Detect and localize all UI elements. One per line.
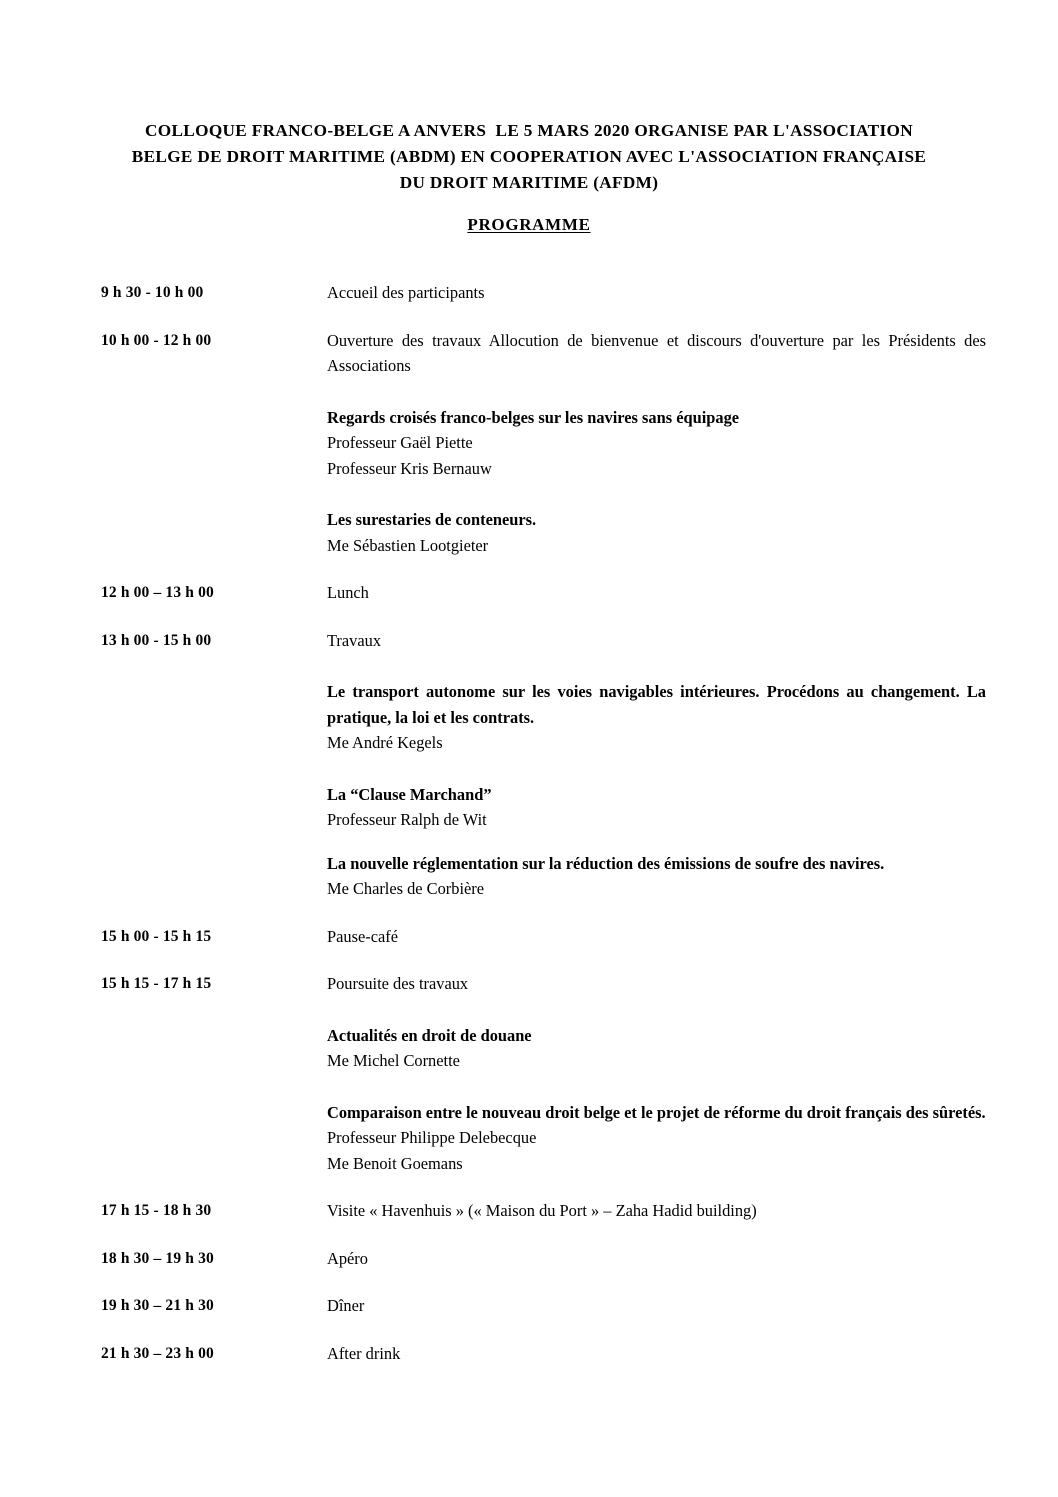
talk-title: Les surestaries de conteneurs. (327, 510, 537, 529)
schedule-description: After drink (327, 1343, 401, 1363)
row-spacer (101, 902, 986, 924)
programme-schedule (101, 280, 986, 1366)
schedule-row (101, 280, 986, 306)
schedule-content (327, 628, 986, 902)
schedule-time: 9 h 30 - 10 h 00 (101, 284, 204, 301)
block-spacer (327, 379, 986, 405)
row-spacer (101, 949, 986, 971)
schedule-time: 17 h 15 - 18 h 30 (101, 1202, 212, 1219)
talk-speaker: Me André Kegels (327, 733, 443, 752)
programme-heading: PROGRAMME (467, 215, 591, 234)
talk-speaker: Professeur Kris Bernauw (327, 458, 492, 478)
talk-item (327, 507, 986, 558)
row-spacer (101, 558, 986, 580)
schedule-description: Travaux (327, 630, 382, 650)
block-spacer (327, 481, 986, 507)
schedule-content (327, 580, 986, 606)
schedule-time: 10 h 00 - 12 h 00 (101, 331, 212, 349)
schedule-time: 12 h 00 – 13 h 00 (101, 584, 214, 601)
schedule-description: Pause-café (327, 926, 398, 946)
row-spacer (101, 1319, 986, 1341)
row-spacer (101, 1224, 986, 1246)
schedule-row (101, 1341, 986, 1367)
schedule-row (101, 971, 986, 1176)
schedule-description: Apéro (327, 1248, 368, 1268)
schedule-time: 15 h 15 - 17 h 15 (101, 975, 212, 992)
talk-title: Le transport autonome sur les voies navigables intérieures. Procédons au changement. La pratique, la loi et les contrats. (327, 682, 986, 727)
schedule-row (101, 580, 986, 606)
talk-speaker: Me Benoit Goemans (327, 1153, 463, 1173)
schedule-content (327, 1341, 986, 1367)
talk-item (327, 1023, 986, 1074)
talk-item (327, 405, 986, 482)
talk-item (327, 851, 986, 902)
schedule-time: 15 h 00 - 15 h 15 (101, 927, 212, 945)
schedule-time: 13 h 00 - 15 h 00 (101, 631, 212, 649)
schedule-description: Ouverture des travaux Allocution de bienvenue et discours d'ouverture par les Présidents des Associations (327, 330, 986, 375)
schedule-description: Visite « Havenhuis » (« Maison du Port » – Zaha Hadid building) (327, 1201, 757, 1220)
talk-item (327, 1100, 986, 1177)
talk-item (327, 782, 986, 833)
block-spacer (327, 1074, 986, 1100)
document-title (72, 118, 986, 196)
schedule-row (101, 1246, 986, 1272)
talk-title: La nouvelle réglementation sur la réduction des émissions de soufre des navires. (327, 853, 885, 873)
block-spacer (327, 997, 986, 1023)
schedule-description: Poursuite des travaux (327, 974, 469, 993)
title-line-1: COLLOQUE FRANCO-BELGE A ANVERS LE 5 MARS 2020 ORGANISE PAR L'ASSOCIATION (145, 121, 913, 140)
talk-title: Comparaison entre le nouveau droit belge et le projet de réforme du droit français des sûretés. (327, 1102, 986, 1122)
schedule-description: Accueil des participants (327, 283, 485, 302)
talk-speaker: Professeur Gaël Piette (327, 433, 473, 452)
talk-speaker: Me Charles de Corbière (327, 879, 485, 898)
schedule-content (327, 1198, 986, 1224)
talk-item (327, 679, 986, 756)
schedule-row (101, 924, 986, 950)
talk-speaker: Me Sébastien Lootgieter (327, 535, 489, 555)
title-line-2: BELGE DE DROIT MARITIME (ABDM) EN COOPERATION AVEC L'ASSOCIATION FRANÇAISE (131, 147, 927, 166)
schedule-description: Dîner (327, 1296, 365, 1315)
schedule-content (327, 924, 986, 950)
block-spacer (327, 833, 986, 851)
row-spacer (101, 306, 986, 328)
talk-speaker: Professeur Philippe Delebecque (327, 1128, 537, 1147)
talk-speaker: Me Michel Cornette (327, 1051, 460, 1070)
schedule-time: 18 h 30 – 19 h 30 (101, 1249, 214, 1267)
block-spacer (327, 653, 986, 679)
schedule-row (101, 328, 986, 559)
talk-title: Actualités en droit de douane (327, 1025, 532, 1045)
schedule-row (101, 628, 986, 902)
talk-title: Regards croisés franco-belges sur les navires sans équipage (327, 407, 740, 427)
schedule-content (327, 1246, 986, 1272)
schedule-content (327, 971, 986, 1176)
talk-speaker: Professeur Ralph de Wit (327, 810, 487, 829)
schedule-description: Lunch (327, 583, 369, 602)
schedule-time: 21 h 30 – 23 h 00 (101, 1344, 214, 1362)
schedule-content (327, 328, 986, 559)
row-spacer (101, 1176, 986, 1198)
schedule-content (327, 1293, 986, 1319)
schedule-row (101, 1293, 986, 1319)
row-spacer (101, 606, 986, 628)
schedule-time: 19 h 30 – 21 h 30 (101, 1297, 214, 1314)
title-line-3: DU DROIT MARITIME (AFDM) (399, 173, 659, 192)
talk-title: La “Clause Marchand” (327, 784, 492, 804)
schedule-content (327, 280, 986, 306)
row-spacer (101, 1271, 986, 1293)
block-spacer (327, 756, 986, 782)
schedule-row (101, 1198, 986, 1224)
